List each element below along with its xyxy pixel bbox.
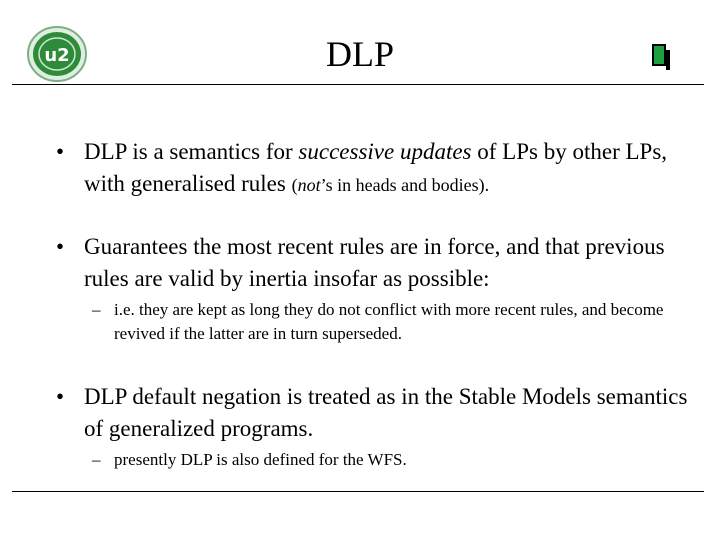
bullet-item bbox=[56, 231, 704, 295]
bullet-text: DLP is a semantics for successive updates of LPs by other LPs, with generalised rules (not’s in heads and bodies). bbox=[84, 139, 668, 196]
top-divider bbox=[12, 84, 704, 85]
sub-bullet-item bbox=[92, 448, 704, 472]
bullet-item bbox=[56, 136, 704, 201]
bullet-marker: • bbox=[56, 384, 65, 409]
bullet-marker: • bbox=[56, 234, 65, 259]
bullet-marker: • bbox=[56, 139, 65, 164]
sub-bullet-marker: – bbox=[92, 300, 101, 319]
bullet-text: Guarantees the most recent rules are in force, and that previous rules are valid by inertia insofar as possible: bbox=[84, 234, 665, 291]
bullet-text: DLP default negation is treated as in the Stable Models semantics of generalized programs. bbox=[84, 384, 688, 441]
bottom-divider bbox=[12, 491, 704, 492]
bullet-item bbox=[56, 381, 704, 445]
sub-bullet-text: i.e. they are kept as long they do not conflict with more recent rules, and become revived if the latter are in turn superseded. bbox=[114, 300, 664, 343]
sub-bullet-text: presently DLP is also defined for the WFS. bbox=[114, 450, 407, 469]
nav-button-icon[interactable] bbox=[652, 44, 666, 66]
page-title: DLP bbox=[325, 34, 394, 74]
sub-bullet-item bbox=[92, 298, 704, 346]
logo-text: u2 bbox=[44, 45, 70, 66]
sub-bullet-marker: – bbox=[92, 450, 101, 469]
